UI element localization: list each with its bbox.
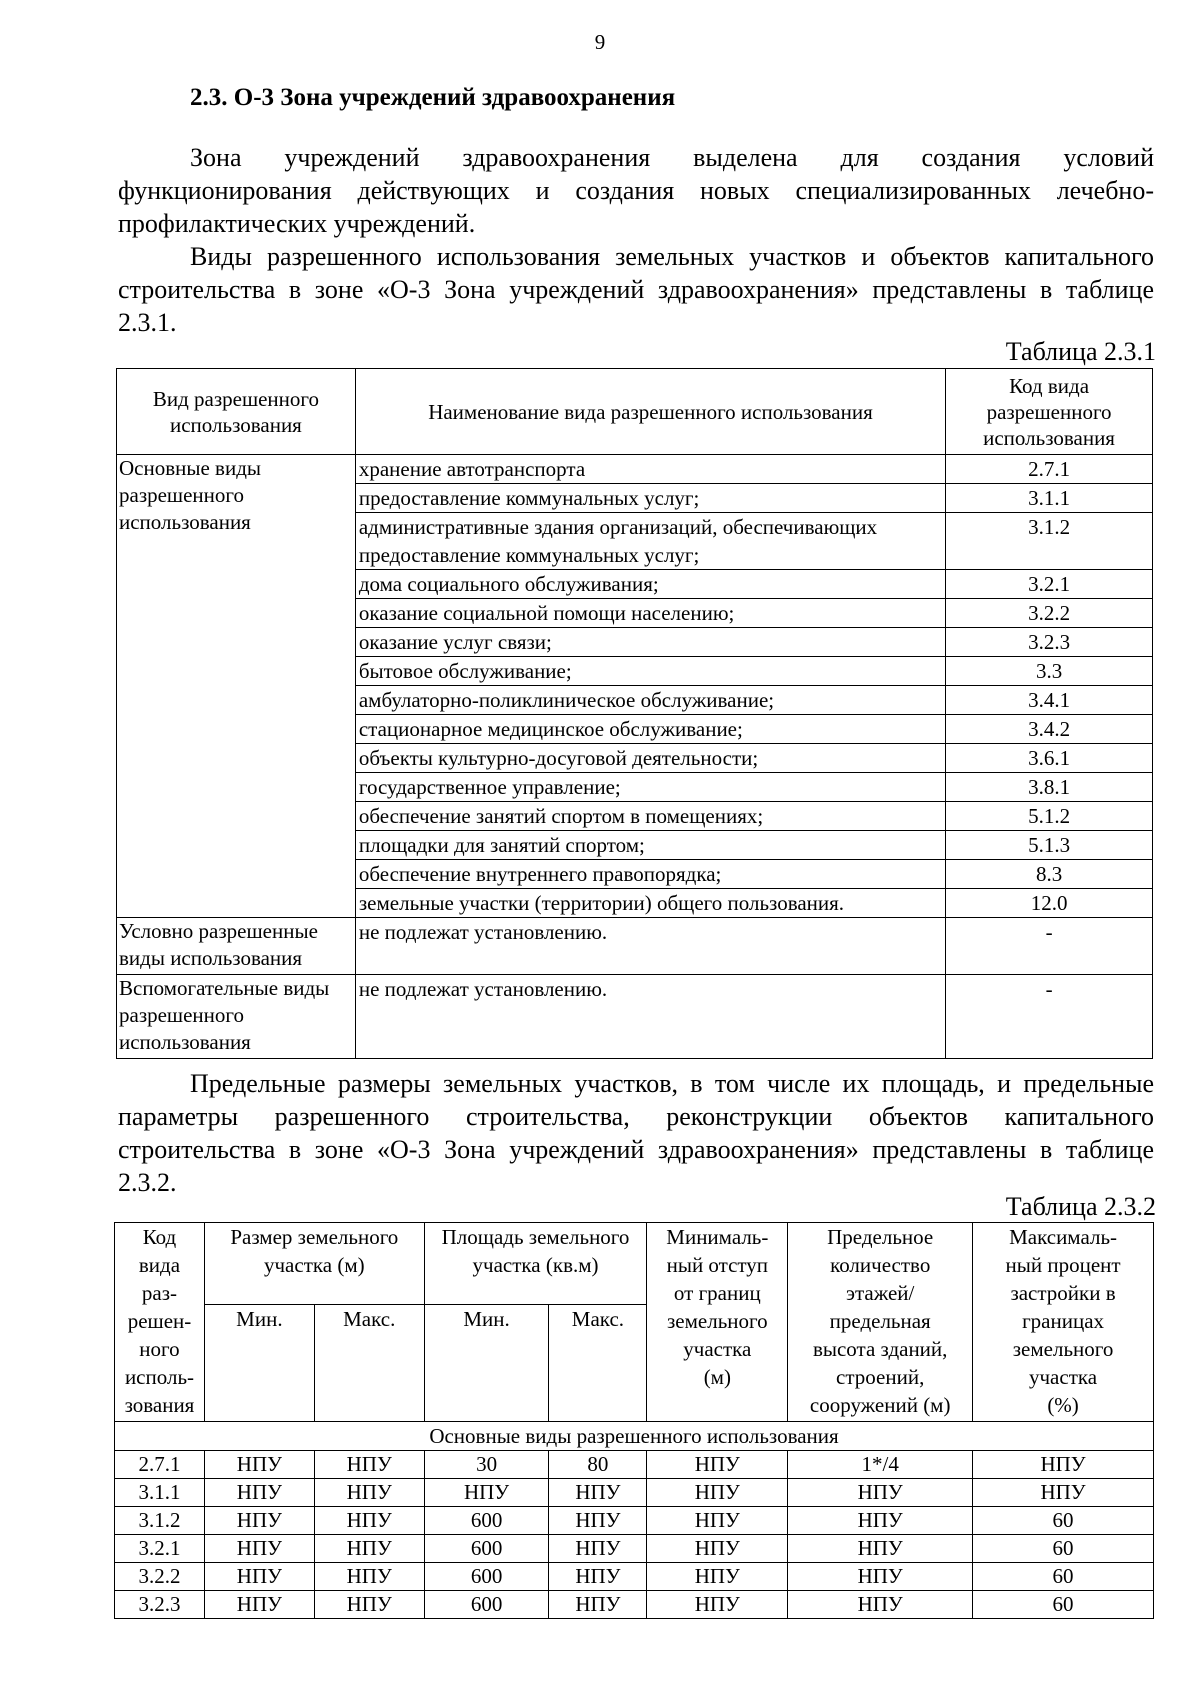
header-line: исполь- <box>124 1365 195 1389</box>
cell-area-max: НПУ <box>549 1507 647 1535</box>
header-plot-area <box>424 1223 647 1305</box>
header-name: Наименование вида разрешенного использования <box>355 369 945 455</box>
cell-code: 3.2.3 <box>115 1591 205 1619</box>
use-name: хранение автотранспорта <box>355 455 945 484</box>
table1-body <box>117 455 1153 1059</box>
use-name: предоставление коммунальных услуг; <box>355 484 945 513</box>
header-min-setback <box>647 1223 788 1422</box>
cell-setback: НПУ <box>647 1451 788 1479</box>
cell-code: 3.1.1 <box>115 1479 205 1507</box>
header-line: этажей/ <box>845 1281 915 1305</box>
cell-size-min: НПУ <box>204 1479 314 1507</box>
use-name: объекты культурно-досуговой деятельности; <box>355 744 945 773</box>
header-line: вида <box>138 1253 181 1277</box>
header-line: строений, <box>836 1365 925 1389</box>
header-kind: Вид разрешенного использования <box>117 369 356 455</box>
cell-coverage: 60 <box>973 1563 1154 1591</box>
section-row-label: Основные виды разрешенного использования <box>115 1422 1154 1451</box>
header-line: участка (м) <box>264 1253 365 1277</box>
cell-code: 3.2.2 <box>115 1563 205 1591</box>
cell-area-min: 30 <box>424 1451 549 1479</box>
use-name: не подлежат установлению. <box>355 918 945 975</box>
cell-code: 3.1.2 <box>115 1507 205 1535</box>
header-line: Максималь- <box>1009 1225 1118 1249</box>
cell-setback: НПУ <box>647 1479 788 1507</box>
table-row <box>115 1451 1154 1479</box>
use-code: 5.1.2 <box>946 802 1153 831</box>
cell-coverage: 60 <box>973 1507 1154 1535</box>
use-code: 3.8.1 <box>946 773 1153 802</box>
cell-area-min: 600 <box>424 1591 549 1619</box>
header-line: количество <box>830 1253 931 1277</box>
cell-area-min: 600 <box>424 1507 549 1535</box>
use-code: 3.2.2 <box>946 599 1153 628</box>
header-line: (%) <box>1047 1393 1079 1417</box>
header-line: Предельное <box>827 1225 934 1249</box>
use-name: административные здания организаций, обеспечивающих предоставление коммунальных услуг; <box>355 513 945 570</box>
header-line: земельного <box>1012 1337 1114 1361</box>
use-code: 3.6.1 <box>946 744 1153 773</box>
use-code: 3.2.1 <box>946 570 1153 599</box>
use-name: оказание услуг связи; <box>355 628 945 657</box>
cell-floors: 1*/4 <box>788 1451 973 1479</box>
header-line: Минималь- <box>666 1225 769 1249</box>
cell-area-max: НПУ <box>549 1535 647 1563</box>
kind-auxiliary: Вспомогательные виды разрешенного использования <box>117 975 356 1059</box>
cell-floors: НПУ <box>788 1591 973 1619</box>
use-code: 2.7.1 <box>946 455 1153 484</box>
table-row <box>115 1507 1154 1535</box>
table1-caption: Таблица 2.3.1 <box>1005 337 1156 366</box>
use-name: амбулаторно-поликлиническое обслуживание; <box>355 686 945 715</box>
use-name: стационарное медицинское обслуживание; <box>355 715 945 744</box>
table-row <box>115 1535 1154 1563</box>
use-code: 3.1.2 <box>946 513 1153 570</box>
header-line: ный отступ <box>666 1253 769 1277</box>
cell-size-max: НПУ <box>314 1591 424 1619</box>
use-name: дома социального обслуживания; <box>355 570 945 599</box>
kind-main: Основные виды разрешенного использования <box>117 455 356 918</box>
header-size-max: Макс. <box>314 1305 424 1422</box>
use-name: площадки для занятий спортом; <box>355 831 945 860</box>
paragraph-table1-ref <box>118 240 1154 339</box>
cell-size-max: НПУ <box>314 1451 424 1479</box>
cell-setback: НПУ <box>647 1535 788 1563</box>
cell-size-max: НПУ <box>314 1563 424 1591</box>
cell-size-min: НПУ <box>204 1451 314 1479</box>
paragraph-table2-ref <box>118 1067 1154 1199</box>
use-name: земельные участки (территории) общего пользования. <box>355 889 945 918</box>
table2-body <box>115 1422 1154 1619</box>
header-line: ный процент <box>1005 1253 1121 1277</box>
use-code: 8.3 <box>946 860 1153 889</box>
table-row <box>115 1563 1154 1591</box>
cell-area-min: 600 <box>424 1535 549 1563</box>
cell-size-max: НПУ <box>314 1535 424 1563</box>
kind-conditional: Условно разрешенные виды использования <box>117 918 356 975</box>
header-code <box>115 1223 205 1422</box>
use-name: бытовое обслуживание; <box>355 657 945 686</box>
header-code: Код вида разрешенного использования <box>946 369 1153 455</box>
cell-code: 2.7.1 <box>115 1451 205 1479</box>
cell-size-min: НПУ <box>204 1591 314 1619</box>
use-code: - <box>946 918 1153 975</box>
table2-caption: Таблица 2.3.2 <box>1005 1192 1156 1221</box>
header-line: сооружений (м) <box>809 1393 951 1417</box>
cell-area-max: НПУ <box>549 1479 647 1507</box>
header-line: земельного <box>667 1309 768 1333</box>
header-line: участка <box>683 1337 752 1361</box>
use-code: 3.4.1 <box>946 686 1153 715</box>
use-code: 3.3 <box>946 657 1153 686</box>
cell-floors: НПУ <box>788 1563 973 1591</box>
header-line: раз- <box>141 1281 178 1305</box>
header-line: Размер земельного <box>230 1225 399 1249</box>
cell-area-max: НПУ <box>549 1563 647 1591</box>
cell-size-min: НПУ <box>204 1535 314 1563</box>
header-line: ного <box>139 1337 180 1361</box>
section-heading: 2.3. О-3 Зона учреждений здравоохранения <box>190 84 676 111</box>
header-area-min: Мин. <box>424 1305 549 1422</box>
cell-floors: НПУ <box>788 1535 973 1563</box>
table-row <box>115 1479 1154 1507</box>
table-land-parameters <box>114 1222 1154 1619</box>
paragraph-table2-ref-text: Предельные размеры земельных участков, в том числе их площадь, и предельные параметры разрешенного строительства, реконструкции объектов капитального строительства в зоне «О-3 Зона учреждений здравоохранения» представлены в таблице 2.3.2. <box>118 1069 1154 1197</box>
cell-floors: НПУ <box>788 1507 973 1535</box>
header-line: от границ <box>673 1281 761 1305</box>
header-line: высота зданий, <box>812 1337 948 1361</box>
use-code: 3.1.1 <box>946 484 1153 513</box>
cell-coverage: НПУ <box>973 1479 1154 1507</box>
cell-setback: НПУ <box>647 1507 788 1535</box>
paragraph-intro <box>118 141 1154 240</box>
header-line: Площадь земельного <box>441 1225 630 1249</box>
header-line: решен- <box>127 1309 192 1333</box>
header-line: участка <box>1029 1365 1098 1389</box>
page-number: 9 <box>594 30 606 54</box>
use-name: государственное управление; <box>355 773 945 802</box>
use-name: обеспечение занятий спортом в помещениях; <box>355 802 945 831</box>
paragraph-table1-ref-text: Виды разрешенного использования земельных участков и объектов капитального строительства в зоне «О-3 Зона учреждений здравоохранения» представлены в таблице 2.3.1. <box>118 242 1154 337</box>
header-area-max: Макс. <box>549 1305 647 1422</box>
cell-coverage: НПУ <box>973 1451 1154 1479</box>
cell-coverage: 60 <box>973 1591 1154 1619</box>
header-line: участка (кв.м) <box>472 1253 599 1277</box>
cell-area-min: 600 <box>424 1563 549 1591</box>
header-line: Код <box>142 1225 177 1249</box>
header-line: (м) <box>703 1365 731 1389</box>
table-row <box>115 1591 1154 1619</box>
cell-size-max: НПУ <box>314 1479 424 1507</box>
use-code: - <box>946 975 1153 1059</box>
paragraph-intro-text: Зона учреждений здравоохранения выделена для создания условий функционирования действующих и создания новых специализированных лечебно-профилактических учреждений. <box>118 143 1154 238</box>
cell-area-max: НПУ <box>549 1591 647 1619</box>
header-line: предельная <box>829 1309 931 1333</box>
cell-coverage: 60 <box>973 1535 1154 1563</box>
use-name: оказание социальной помощи населению; <box>355 599 945 628</box>
use-name: обеспечение внутреннего правопорядка; <box>355 860 945 889</box>
cell-size-min: НПУ <box>204 1563 314 1591</box>
cell-size-max: НПУ <box>314 1507 424 1535</box>
header-plot-size <box>204 1223 424 1305</box>
cell-setback: НПУ <box>647 1563 788 1591</box>
cell-size-min: НПУ <box>204 1507 314 1535</box>
header-line: застройки в <box>1010 1281 1116 1305</box>
cell-floors: НПУ <box>788 1479 973 1507</box>
header-max-coverage <box>973 1223 1154 1422</box>
use-code: 5.1.3 <box>946 831 1153 860</box>
cell-setback: НПУ <box>647 1591 788 1619</box>
cell-area-max: 80 <box>549 1451 647 1479</box>
header-line: границах <box>1022 1309 1105 1333</box>
header-size-min: Мин. <box>204 1305 314 1422</box>
header-line: зования <box>124 1393 195 1417</box>
use-code: 3.2.3 <box>946 628 1153 657</box>
header-max-floors <box>788 1223 973 1422</box>
use-code: 12.0 <box>946 889 1153 918</box>
cell-area-min: НПУ <box>424 1479 549 1507</box>
table-permitted-uses <box>116 368 1153 1059</box>
use-code: 3.4.2 <box>946 715 1153 744</box>
use-name: не подлежат установлению. <box>355 975 945 1059</box>
cell-code: 3.2.1 <box>115 1535 205 1563</box>
